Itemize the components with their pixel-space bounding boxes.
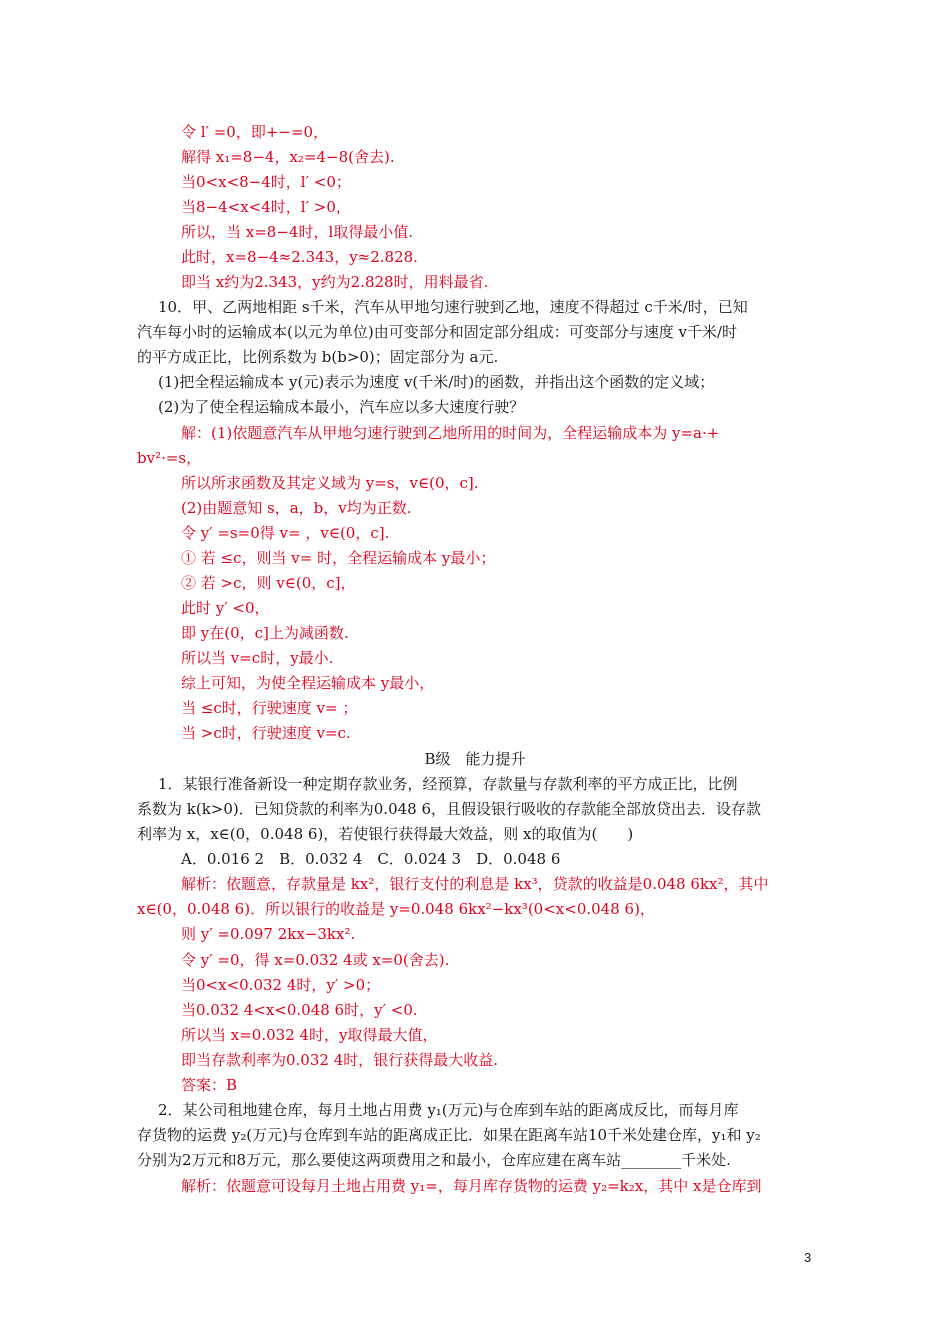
solution-line: 所以当 x=0.032 4时，y取得最大值，: [181, 1026, 438, 1044]
answer-line: 答案：B: [181, 1076, 238, 1094]
solution-line: x∈(0，0.048 6)．所以银行的收益是 y=0.048 6kx²−kx³(0<x<0.048 6)，: [137, 900, 655, 918]
solution-line: 令 y′ =0，得 x=0.032 4或 x=0(舍去).: [181, 951, 450, 969]
question-10-line: (1)把全程运输成本 y(元)表示为速度 v(千米/时)的函数，并指出这个函数的定义域；: [158, 373, 715, 391]
question-b1-options: A．0.016 2 B．0.032 4 C．0.024 3 D．0.048 6: [181, 850, 561, 868]
solution-line: 此时，x=8−4≈2.343，y≈2.828.: [181, 248, 418, 266]
question-b1-line: 系数为 k(k>0)．已知贷款的利率为0.048 6，且假设银行吸收的存款能全部放贷出去．设存款: [137, 800, 762, 818]
question-b1-line: 利率为 x，x∈(0，0.048 6)，若使银行获得最大效益，则 x的取值为( ): [137, 825, 634, 843]
solution-line: ② 若 >c，则 v∈(0，c]，: [181, 574, 356, 592]
page-number: 3: [804, 1250, 812, 1265]
solution-line: ① 若 ≤c，则当 v= 时，全程运输成本 y最小；: [181, 549, 496, 567]
solution-line: bv²·=s，: [137, 449, 202, 467]
solution-line: 当0<x<8−4时，l′ <0；: [181, 173, 351, 191]
solution-line: 当0.032 4<x<0.048 6时，y′ <0.: [181, 1001, 418, 1019]
question-10-line: 10．甲、乙两地相距 s千米，汽车从甲地匀速行驶到乙地，速度不得超过 c千米/时，已知: [158, 298, 748, 316]
solution-line: 当8−4<x<4时，l′ >0，: [181, 198, 351, 216]
solution-line: 解析：依题意，存款量是 kx²，银行支付的利息是 kx³，贷款的收益是0.048 6kx²，其中: [181, 875, 769, 893]
section-title: B级 能力提升: [424, 750, 526, 768]
solution-line: 所以当 v=c时，y最小.: [181, 649, 334, 667]
solution-line: 综上可知，为使全程运输成本 y最小，: [181, 674, 435, 692]
solution-line: 解：(1)依题意汽车从甲地匀速行驶到乙地所用的时间为，全程运输成本为 y=a·+: [181, 424, 720, 442]
solution-line: 则 y′ =0.097 2kx−3kx².: [181, 925, 356, 943]
question-10-line: 的平方成正比，比例系数为 b(b>0)；固定部分为 a元.: [137, 348, 499, 366]
solution-line: 令 l′ =0，即+−=0，: [181, 123, 329, 141]
solution-line: 当 >c时，行驶速度 v=c.: [181, 724, 351, 742]
solution-line: 即 y在(0，c]上为减函数.: [181, 624, 349, 642]
solution-line: 即当存款利率为0.032 4时，银行获得最大收益.: [181, 1051, 499, 1069]
question-10-line: 汽车每小时的运输成本(以元为单位)由可变部分和固定部分组成：可变部分与速度 v千米/时: [137, 323, 738, 341]
solution-line: 此时 y′ <0，: [181, 599, 270, 617]
solution-line: 当 ≤c时，行驶速度 v= ；: [181, 699, 358, 717]
solution-line: 解得 x₁=8−4，x₂=4−8(舍去).: [181, 148, 395, 166]
solution-line: 所以所求函数及其定义域为 y=s，v∈(0，c].: [181, 474, 479, 492]
solution-line: 即当 x约为2.343，y约为2.828时，用料最省.: [181, 273, 489, 291]
question-b2-line: 2．某公司租地建仓库，每月土地占用费 y₁(万元)与仓库到车站的距离成反比，而每月库: [158, 1101, 739, 1119]
question-b1-line: 1．某银行准备新设一种定期存款业务，经预算，存款量与存款利率的平方成正比，比例: [158, 775, 738, 793]
solution-line: 解析：依题意可设每月土地占用费 y₁=，每月库存货物的运费 y₂=k₂x，其中 x是仓库到: [181, 1177, 762, 1195]
solution-line: 令 y′ =s=0得 v= ，v∈(0，c].: [181, 524, 390, 542]
question-10-line: (2)为了使全程运输成本最小，汽车应以多大速度行驶？: [158, 398, 525, 416]
solution-line: (2)由题意知 s，a，b，v均为正数.: [181, 499, 412, 517]
solution-line: 当0<x<0.032 4时，y′ >0；: [181, 976, 381, 994]
question-b2-line: 存货物的运费 y₂(万元)与仓库到车站的距离成正比．如果在距离车站10千米处建仓库，y₁和 y₂: [137, 1126, 761, 1144]
solution-line: 所以，当 x=8−4时，l取得最小值.: [181, 223, 414, 241]
question-b2-line: 分别为2万元和8万元，那么要使这两项费用之和最小，仓库应建在离车站________千米处.: [137, 1151, 731, 1169]
